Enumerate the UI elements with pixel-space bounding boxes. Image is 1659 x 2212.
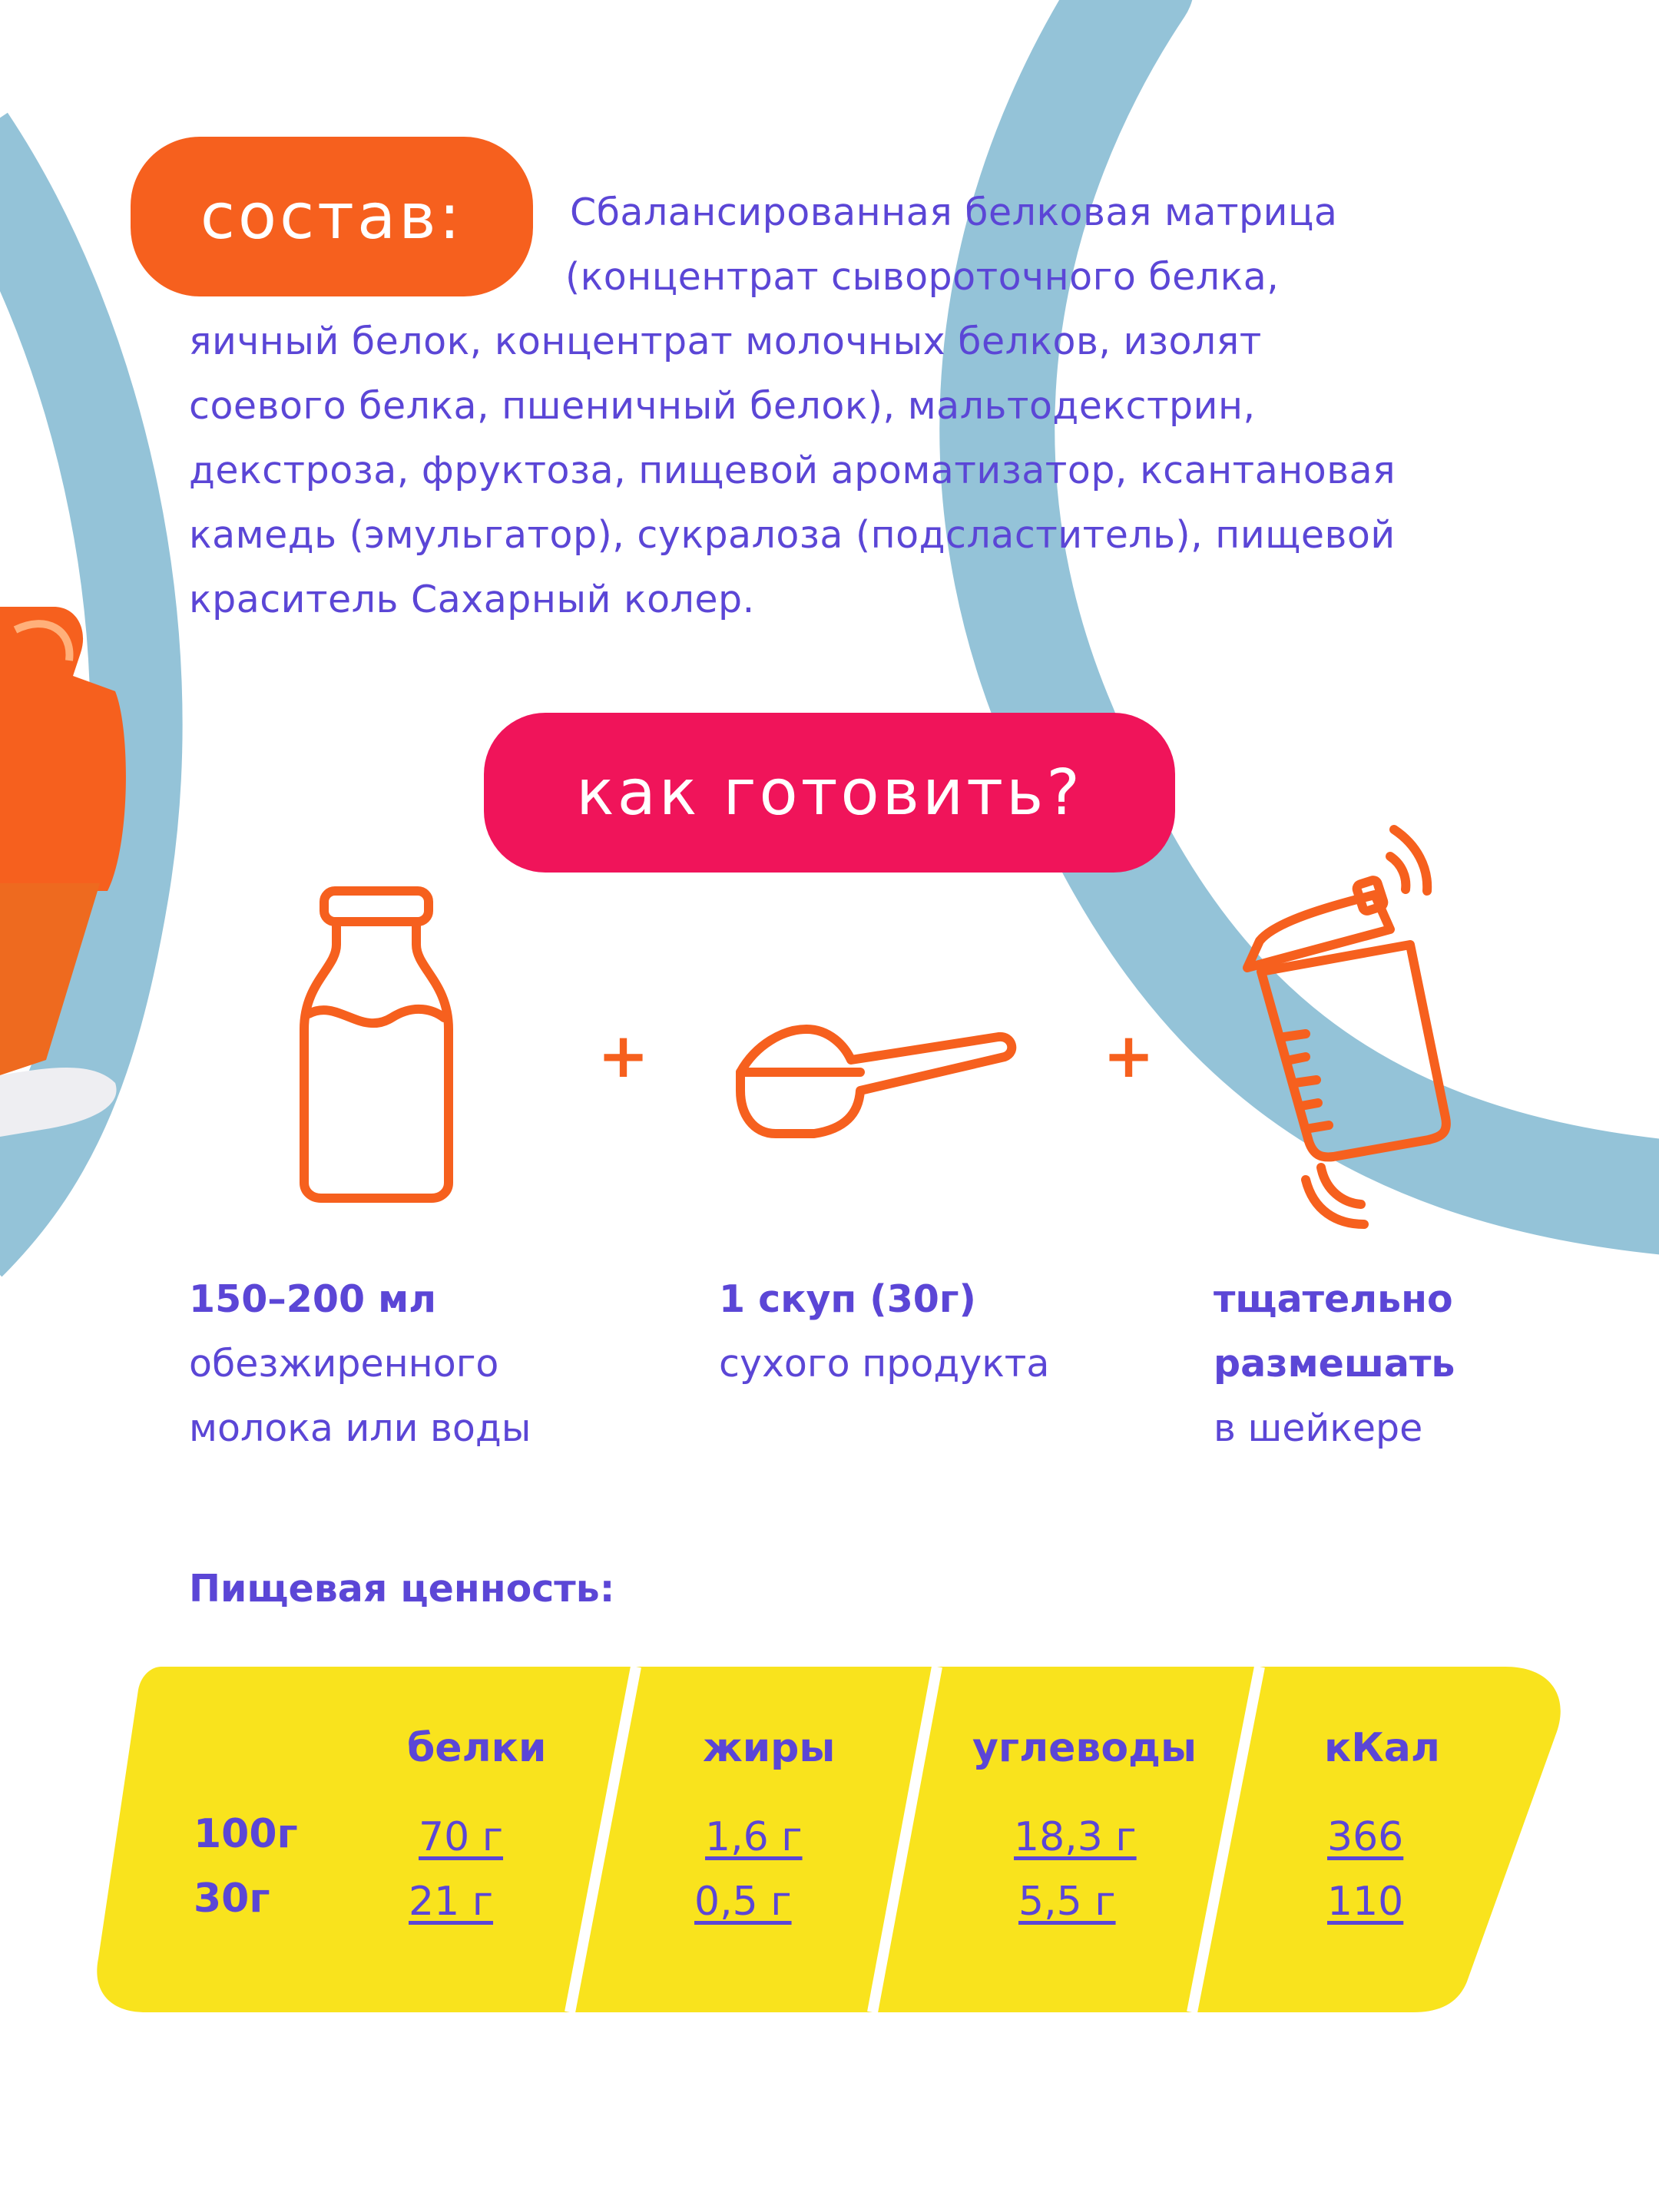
step-shake-bold: размешать — [1214, 1342, 1455, 1386]
composition-line: Сбалансированная белковая матрица — [570, 190, 1338, 234]
table-row-label: 100г — [194, 1811, 298, 1857]
step-shake-line: в шейкере — [1214, 1406, 1423, 1450]
step-milk — [189, 1267, 531, 1461]
step-milk-line: молока или воды — [189, 1406, 531, 1450]
how-to-cook-label: как готовить? — [484, 713, 1175, 873]
step-scoop-amount: 1 скуп (30г) — [719, 1277, 976, 1321]
composition-line: камедь (эмульгатор), сукралоза (подсластитель), пищевой — [189, 513, 1396, 557]
plus-sign: + — [598, 1020, 650, 1091]
plus-sign: + — [1103, 1020, 1155, 1091]
nutrition-title: Пищевая ценность: — [189, 1567, 615, 1611]
step-shake-bold: тщательно — [1214, 1277, 1453, 1321]
table-cell: 18,3 г — [1014, 1814, 1137, 1860]
step-shake — [1214, 1267, 1455, 1461]
table-cell: 1,6 г — [705, 1814, 803, 1860]
step-scoop — [719, 1267, 1049, 1396]
shaker-icon — [1229, 814, 1459, 1229]
table-cell: 366 — [1327, 1814, 1404, 1860]
table-cell: 21 г — [409, 1879, 494, 1925]
table-header: белки — [407, 1725, 547, 1771]
table-row-label: 30г — [194, 1876, 270, 1922]
table-header: жиры — [703, 1725, 836, 1771]
table-cell: 0,5 г — [694, 1879, 792, 1925]
measuring-scoop-icon — [730, 998, 1022, 1144]
composition-line: яичный белок, концентрат молочных белков, изолят — [189, 320, 1262, 363]
table-cell: 5,5 г — [1018, 1879, 1116, 1925]
step-scoop-line: сухого продукта — [719, 1342, 1050, 1386]
table-header: кКал — [1324, 1725, 1440, 1771]
composition-line: декстроза, фруктоза, пищевой ароматизатор, ксантановая — [189, 449, 1396, 492]
composition-label: состав: — [131, 137, 533, 296]
composition-line: краситель Сахарный колер. — [189, 578, 755, 621]
table-header: углеводы — [972, 1725, 1197, 1771]
composition-line: соевого белка, пшеничный белок), мальтодекстрин, — [189, 384, 1256, 428]
table-cell: 70 г — [419, 1814, 504, 1860]
table-cell: 110 — [1327, 1879, 1404, 1925]
composition-line: (концентрат сывороточного белка, — [565, 255, 1280, 299]
step-milk-amount: 150–200 мл — [189, 1277, 437, 1321]
step-milk-line: обезжиренного — [189, 1342, 499, 1386]
milk-bottle-icon — [292, 883, 461, 1206]
